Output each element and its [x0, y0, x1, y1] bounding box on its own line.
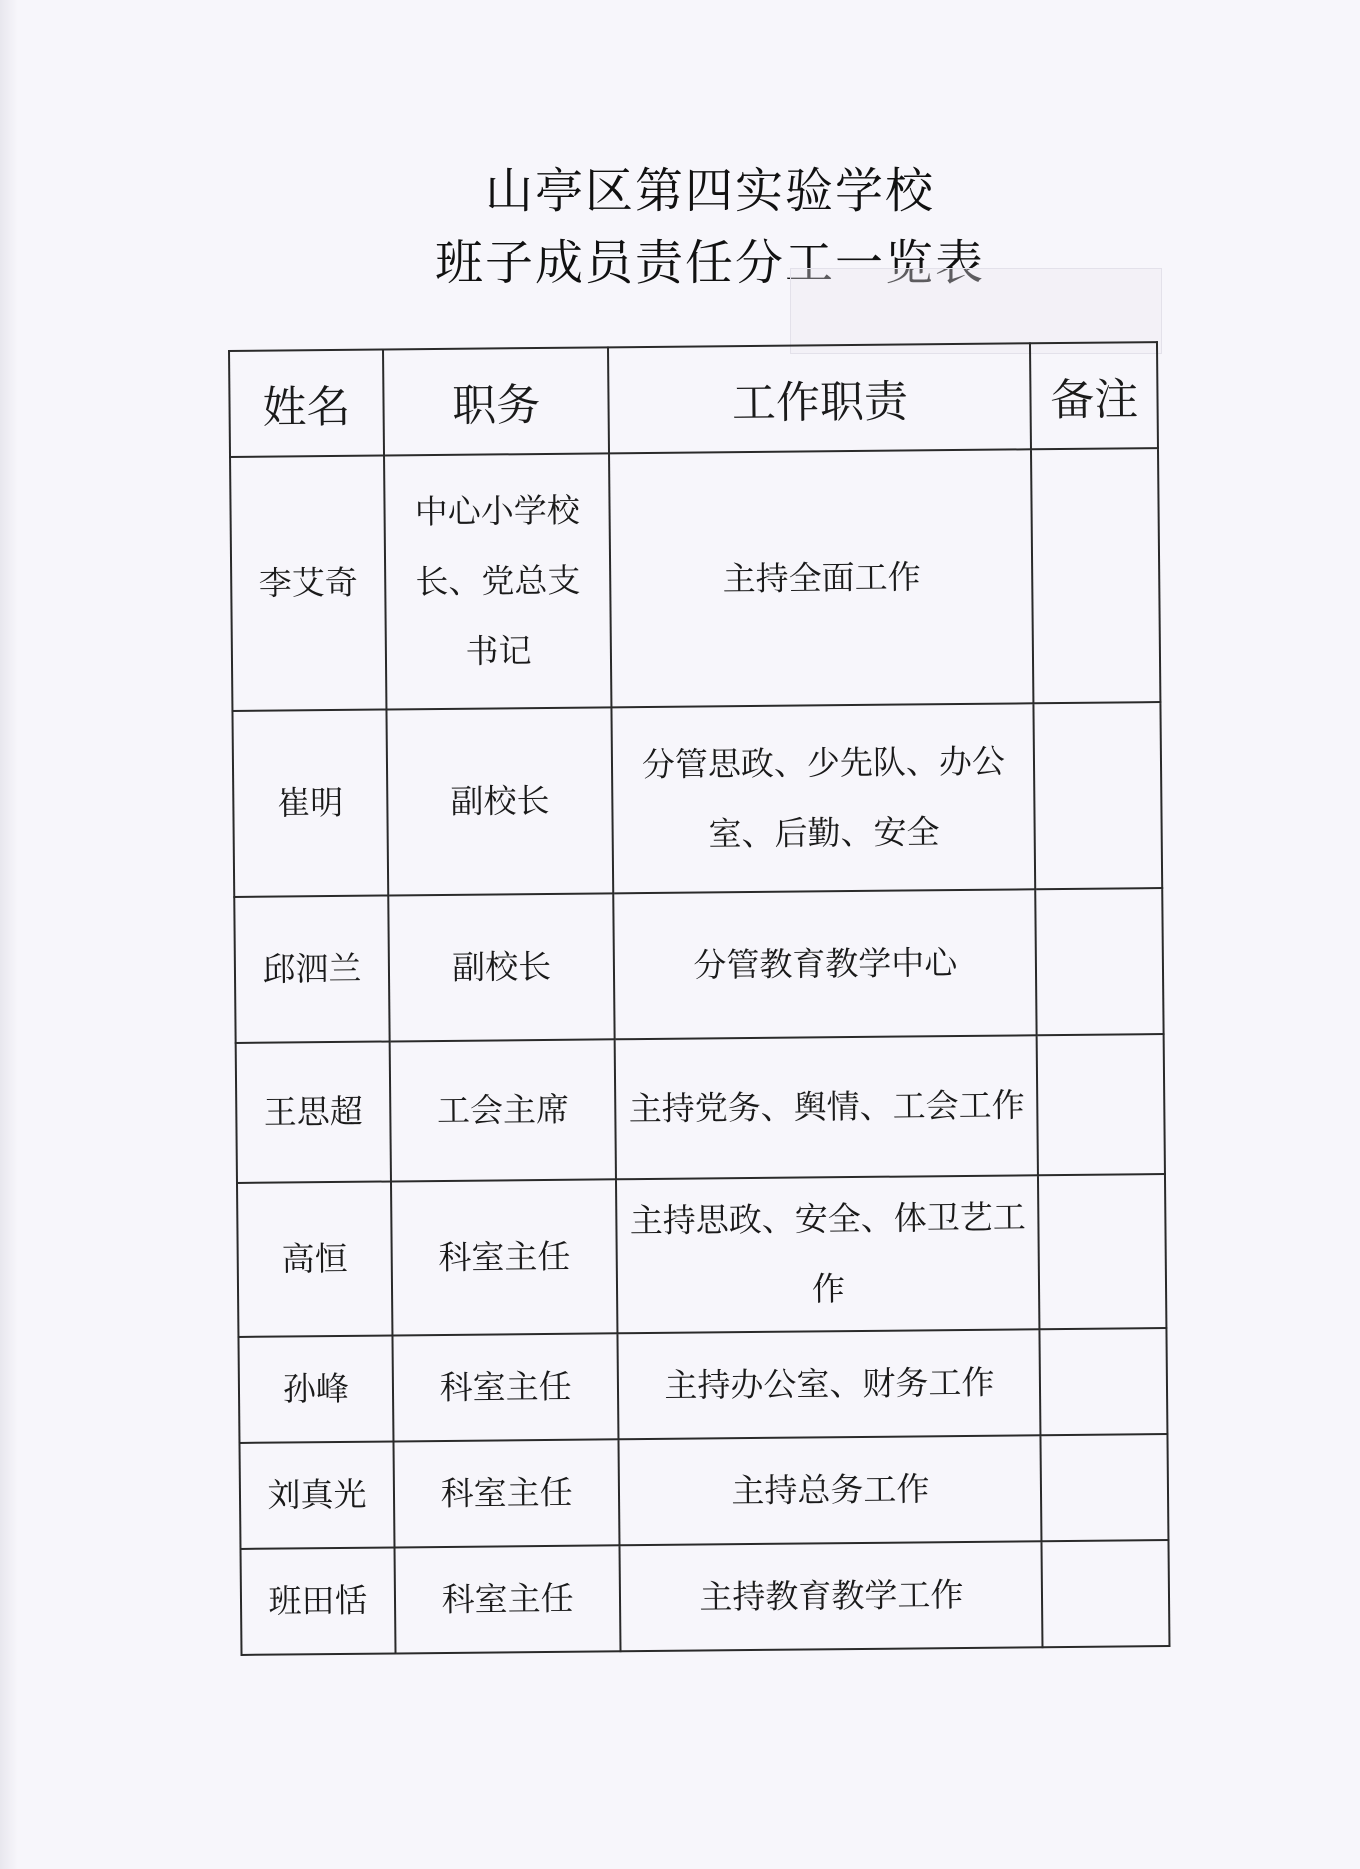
cell-position-text: 科室主任: [440, 1472, 573, 1514]
cell-duties-text: 主持办公室、财务工作: [664, 1362, 995, 1405]
cell-duties: [609, 449, 1033, 707]
cell-remarks: [1040, 1328, 1168, 1435]
cell-position: [393, 1439, 619, 1547]
cell-name: 王思超: [236, 1041, 391, 1182]
cell-position-text: 科室主任: [439, 1366, 572, 1408]
cell-duties-text: 分管思政、少先队、办公室、后勤、安全: [641, 741, 1006, 854]
cell-name: 孙峰: [238, 1335, 393, 1442]
table-row: [238, 1328, 1167, 1443]
cell-duties-text: 分管教育教学中心: [693, 943, 958, 985]
table-row: [236, 1034, 1165, 1183]
cell-remarks: [1034, 702, 1162, 889]
cell-remarks: [1036, 888, 1164, 1035]
header-position: 职务: [383, 347, 609, 455]
table-row: [230, 448, 1160, 711]
cell-position: [386, 707, 613, 895]
cell-name: 班田恬: [241, 1547, 396, 1654]
cell-duties: [620, 1541, 1043, 1651]
document-title-school: 山亭区第四实验学校: [484, 163, 935, 219]
cell-position: [390, 1039, 617, 1181]
header-name: 姓名: [229, 350, 384, 457]
cell-position: [394, 1545, 620, 1653]
cell-position: [391, 1179, 618, 1335]
cell-name: 刘真光: [239, 1441, 394, 1548]
cell-position-text: 中心小学校长、党总支书记: [414, 490, 581, 671]
cell-position-text: 工会主席: [436, 1089, 570, 1131]
table-row: [232, 702, 1162, 897]
cell-duties: [616, 1175, 1039, 1333]
cell-duties-text: 主持教育教学工作: [699, 1574, 964, 1617]
cell-duties: [615, 1035, 1038, 1179]
cell-position-text: 科室主任: [438, 1236, 571, 1278]
responsibility-table: [228, 341, 1170, 1656]
cell-duties-text: 主持党务、舆情、工会工作: [628, 1085, 1025, 1129]
cell-position: [388, 893, 615, 1041]
header-duties: 工作职责: [608, 343, 1031, 453]
cell-duties: [619, 1435, 1042, 1545]
table-row: [237, 1174, 1166, 1337]
cell-duties: [612, 703, 1036, 893]
cell-name: 高恒: [237, 1181, 392, 1336]
cell-remarks: [1041, 1434, 1169, 1541]
table-row: [234, 888, 1163, 1043]
scan-edge-shadow: [0, 0, 18, 1869]
header-remarks: 备注: [1030, 342, 1158, 449]
cell-name: 崔明: [232, 709, 388, 896]
cell-remarks: [1037, 1034, 1165, 1175]
cell-position-text: 副校长: [451, 946, 552, 987]
cell-duties: [618, 1329, 1041, 1439]
cell-name: 李艾奇: [230, 456, 386, 711]
cell-position-text: 科室主任: [441, 1578, 574, 1620]
cell-duties: [614, 889, 1037, 1039]
cell-duties-text: 主持全面工作: [722, 557, 921, 599]
cell-remarks: [1042, 1540, 1170, 1647]
cell-remarks: [1031, 448, 1160, 703]
table-row: [241, 1540, 1170, 1655]
cell-name: 邱泗兰: [234, 895, 389, 1042]
cell-position: [384, 453, 612, 709]
cell-duties-text: 主持总务工作: [731, 1469, 930, 1511]
table-header-row: [229, 342, 1158, 457]
table-row: [239, 1434, 1168, 1549]
cell-remarks: [1038, 1174, 1166, 1329]
cell-duties-text: 主持思政、安全、体卫艺工作: [629, 1197, 1026, 1309]
cell-position-text: 副校长: [450, 780, 550, 821]
document-title-table: 班子成员责任分工一览表: [434, 235, 985, 291]
cell-position: [392, 1333, 618, 1441]
